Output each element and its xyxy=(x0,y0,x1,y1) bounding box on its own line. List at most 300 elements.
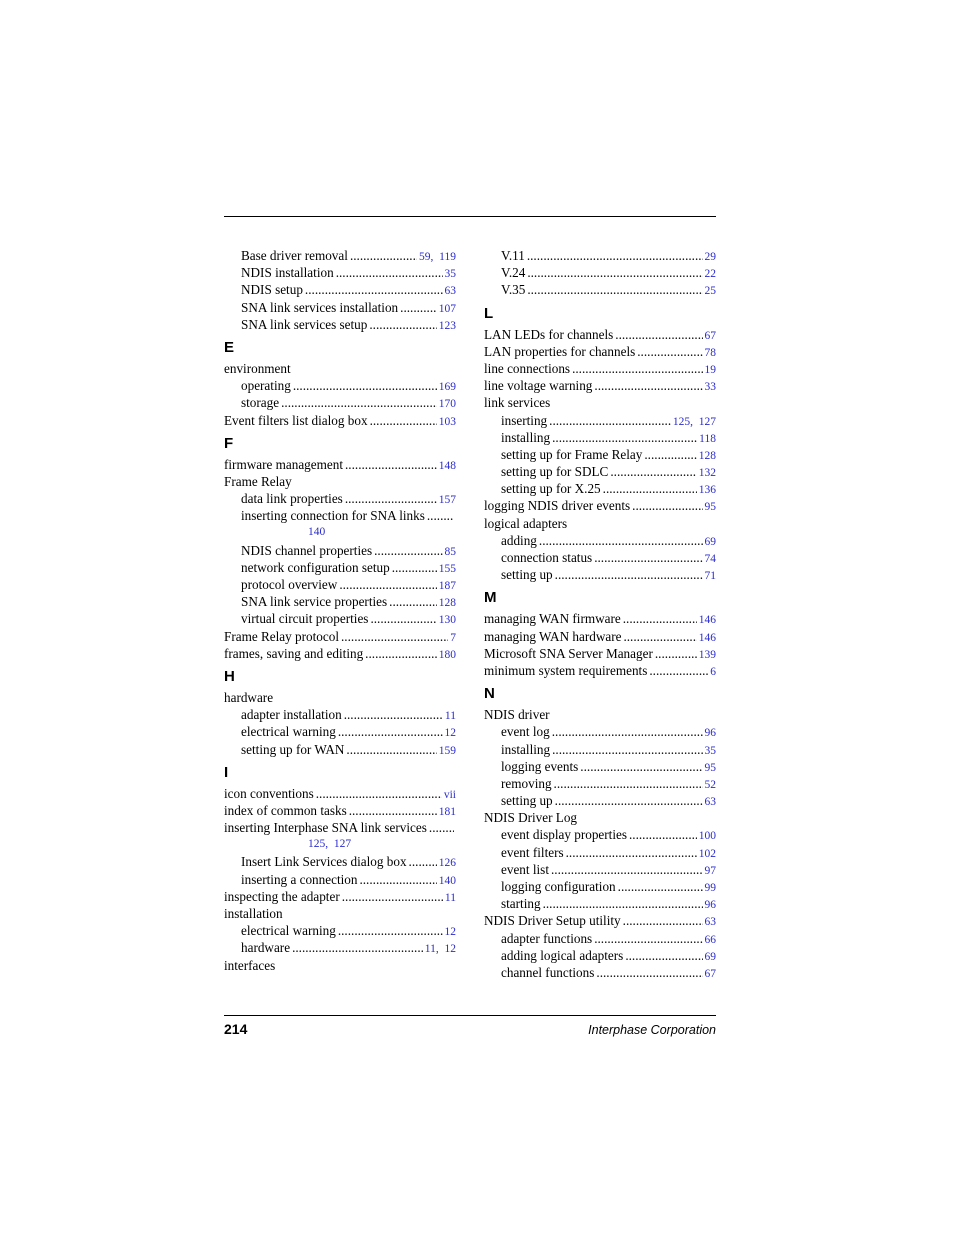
page-references xyxy=(439,743,456,760)
page-reference-link[interactable]: 136 xyxy=(698,484,716,497)
index-entry-label: inspecting the adapter xyxy=(224,888,340,904)
dot-leader xyxy=(594,549,702,566)
index-subentry xyxy=(224,377,456,394)
page-reference-link[interactable]: 52 xyxy=(704,778,716,791)
dot-leader xyxy=(594,377,702,394)
index-subentry xyxy=(224,610,456,627)
page-reference-link[interactable]: 69 xyxy=(704,535,716,548)
index-entry-label: setting up xyxy=(501,567,553,583)
index-entry-label: event log xyxy=(501,724,550,740)
page-reference-link[interactable]: 125 xyxy=(308,838,326,851)
index-entry xyxy=(224,360,456,377)
index-entry-label: icon conventions xyxy=(224,785,314,801)
page-reference-link[interactable]: vii xyxy=(443,788,456,801)
index-entry-label: index of common tasks xyxy=(224,802,347,818)
dot-leader xyxy=(344,706,443,723)
index-subentry xyxy=(484,264,716,281)
page-reference-link[interactable]: 169 xyxy=(438,381,456,394)
page-reference-link[interactable]: 96 xyxy=(704,727,716,740)
dot-leader xyxy=(637,343,702,360)
dot-leader xyxy=(549,412,671,429)
index-entry-label: network configuration setup xyxy=(241,559,390,575)
index-entry-label: Frame Relay protocol xyxy=(224,628,339,644)
page-reference-link[interactable]: 128 xyxy=(698,449,716,462)
index-subentry xyxy=(484,861,716,878)
index-entry-label: event display properties xyxy=(501,827,627,843)
index-letter-heading: H xyxy=(224,667,235,685)
index-entry-label: NDIS setup xyxy=(241,282,303,298)
page-reference-link[interactable]: 127 xyxy=(333,838,352,851)
index-entry-label: installation xyxy=(224,906,283,922)
index-entry-label: electrical warning xyxy=(241,923,336,939)
dot-leader xyxy=(292,939,423,956)
index-subentry xyxy=(484,792,716,809)
index-entry-label: event list xyxy=(501,861,549,877)
page-references: 59, 119 xyxy=(419,251,456,263)
dot-leader xyxy=(338,723,443,740)
index-entry-label: inserting connection for SNA links xyxy=(241,508,425,524)
index-letter-heading: F xyxy=(224,434,234,452)
index-subentry xyxy=(224,490,456,507)
dot-leader xyxy=(644,446,696,463)
page-reference-link[interactable]: 125 xyxy=(672,415,691,428)
dot-leader xyxy=(316,785,442,802)
page-reference-link[interactable]: 85 xyxy=(444,545,456,558)
page-reference-link[interactable]: 102 xyxy=(698,847,716,860)
index-entry-label: Frame Relay xyxy=(224,473,292,489)
index-entry xyxy=(484,809,716,826)
page-reference-link[interactable]: 180 xyxy=(438,648,456,661)
dot-leader xyxy=(615,326,702,343)
index-entry-label: setting up for SDLC xyxy=(501,464,609,480)
page-reference-link[interactable]: 19 xyxy=(704,363,716,376)
index-entry-label: NDIS Driver Log xyxy=(484,810,578,826)
page-reference-link[interactable]: 127 xyxy=(698,415,716,428)
index-entry-label: hardware xyxy=(241,940,291,956)
page-reference-link[interactable]: 95 xyxy=(704,761,716,774)
index-entry-label: SNA link services installation xyxy=(241,299,399,315)
dot-leader xyxy=(341,628,448,645)
dot-leader xyxy=(346,741,436,758)
dot-leader xyxy=(594,930,702,947)
index-entry-label: inserting a connection xyxy=(241,871,358,887)
page-reference-link[interactable]: 157 xyxy=(438,494,456,507)
index-entry xyxy=(484,343,716,360)
dot-leader xyxy=(552,723,703,740)
index-letter-heading: L xyxy=(484,304,494,322)
page-reference-link[interactable]: 35 xyxy=(444,268,456,281)
index-subentry xyxy=(484,758,716,775)
dot-leader xyxy=(369,316,436,333)
index-entry-label: virtual circuit properties xyxy=(241,611,369,627)
page-references: 125, 127 xyxy=(308,838,352,851)
index-subentry xyxy=(224,507,456,541)
index-entry-label: V.35 xyxy=(501,282,526,298)
index-subentry xyxy=(224,593,456,610)
index-subentry xyxy=(484,826,716,843)
page-references xyxy=(710,664,716,681)
index-entry xyxy=(484,377,716,394)
page-reference-link[interactable]: 66 xyxy=(704,933,716,946)
index-entry-label: LAN LEDs for channels xyxy=(484,326,614,342)
page-reference-link[interactable]: 170 xyxy=(438,398,456,411)
page-reference-link[interactable]: 130 xyxy=(438,614,456,627)
index-entry-label: managing WAN firmware xyxy=(484,611,621,627)
page-reference-link[interactable]: 146 xyxy=(698,614,716,627)
page-reference-link[interactable]: 123 xyxy=(438,319,456,332)
page-reference-link[interactable]: 67 xyxy=(704,967,716,980)
index-subentry xyxy=(224,247,456,264)
index-entry-label: setting up for X.25 xyxy=(501,481,601,497)
page-reference-link[interactable]: 128 xyxy=(438,597,456,610)
page-references xyxy=(439,318,456,335)
dot-leader xyxy=(555,792,703,809)
page-reference-link[interactable]: 103 xyxy=(438,415,456,428)
page-reference-link[interactable]: 12 xyxy=(444,943,456,956)
index-entry xyxy=(224,689,456,706)
index-entry xyxy=(484,610,716,627)
page-reference-link[interactable]: 7 xyxy=(450,631,456,644)
index-entry xyxy=(484,515,716,532)
dot-leader xyxy=(336,264,443,281)
dot-leader xyxy=(429,819,454,836)
header-rule xyxy=(224,216,716,217)
page-reference-link[interactable]: 59 xyxy=(419,251,431,263)
index-subentry xyxy=(484,281,716,298)
dot-leader xyxy=(555,566,703,583)
page-reference-link[interactable]: 187 xyxy=(438,580,456,593)
index-entry xyxy=(224,819,456,853)
index-subentry xyxy=(224,559,456,576)
index-entry xyxy=(224,412,456,429)
index-subentry xyxy=(484,463,716,480)
dot-leader xyxy=(539,532,703,549)
index-column-left xyxy=(224,247,456,974)
index-entry-label: event filters xyxy=(501,844,564,860)
index-column-right xyxy=(484,247,716,981)
index-subentry xyxy=(484,741,716,758)
dot-leader xyxy=(527,247,703,264)
index-subentry xyxy=(224,922,456,939)
index-subentry xyxy=(484,566,716,583)
index-letter-heading: E xyxy=(224,338,235,356)
dot-leader xyxy=(359,871,436,888)
dot-leader xyxy=(527,281,702,298)
page-reference-link[interactable]: 140 xyxy=(308,526,326,539)
index-entry-label: logging events xyxy=(501,758,579,774)
index-subentry xyxy=(484,480,716,497)
index-entry xyxy=(484,662,716,679)
page-references: 11, 12 xyxy=(424,943,456,956)
page-reference-link[interactable]: 100 xyxy=(698,830,716,843)
index-letter-heading: N xyxy=(484,685,495,703)
company-name: Interphase Corporation xyxy=(588,1023,716,1037)
index-entry-label: installing xyxy=(501,741,551,757)
index-entry-label: adding xyxy=(501,532,537,548)
dot-leader xyxy=(623,628,696,645)
index-entry-label: SNA link services setup xyxy=(241,316,368,332)
dot-leader xyxy=(632,497,702,514)
page-reference-link[interactable]: 69 xyxy=(704,950,716,963)
index-entry-label: adapter installation xyxy=(241,707,342,723)
dot-leader xyxy=(409,853,437,870)
page-reference-link[interactable]: 33 xyxy=(704,381,716,394)
page-reference-link[interactable]: 12 xyxy=(444,926,456,939)
page-references xyxy=(439,414,456,431)
page-reference-link[interactable]: 11 xyxy=(444,891,456,904)
index-entry xyxy=(484,645,716,662)
dot-leader xyxy=(552,741,702,758)
index-subentry xyxy=(224,264,456,281)
index-subentry xyxy=(224,939,456,956)
index-entry-label: operating xyxy=(241,378,291,394)
page-number: 214 xyxy=(224,1021,248,1037)
dot-leader xyxy=(392,559,437,576)
index-entry-label: managing WAN hardware xyxy=(484,628,622,644)
index-entry-label: inserting Interphase SNA link services xyxy=(224,820,427,836)
dot-leader xyxy=(293,377,437,394)
page-reference-link[interactable]: 97 xyxy=(704,864,716,877)
index-entry-label: logical adapters xyxy=(484,515,568,531)
page-reference-link[interactable]: 119 xyxy=(439,251,456,263)
dot-leader xyxy=(625,947,702,964)
dot-leader xyxy=(566,844,697,861)
index-entry-label: storage xyxy=(241,395,280,411)
index-letter-heading: I xyxy=(224,763,229,781)
page-reference-link[interactable]: 11 xyxy=(424,943,436,956)
index-subentry xyxy=(224,576,456,593)
index-entry-label: data link properties xyxy=(241,491,343,507)
page-references xyxy=(705,966,717,983)
index-entry-label: protocol overview xyxy=(241,577,338,593)
index-subentry xyxy=(224,741,456,758)
index-subentry xyxy=(224,853,456,870)
index-entry xyxy=(224,645,456,662)
dot-leader xyxy=(389,593,437,610)
index-entry xyxy=(484,497,716,514)
index-entry xyxy=(224,888,456,905)
page-reference-link[interactable]: 63 xyxy=(704,916,716,929)
index-entry-label: interfaces xyxy=(224,957,276,973)
dot-leader xyxy=(596,964,702,981)
index-subentry xyxy=(484,412,716,429)
index-entry-label: inserting xyxy=(501,412,548,428)
dot-leader xyxy=(649,662,708,679)
index-entry xyxy=(484,394,716,411)
index-entry-label: frames, saving and editing xyxy=(224,645,364,661)
page-reference-link[interactable]: 11 xyxy=(444,710,456,723)
page-reference-link[interactable]: 126 xyxy=(438,857,456,870)
index-subentry xyxy=(484,446,716,463)
index-entry-label: removing xyxy=(501,775,552,791)
page-reference-link[interactable]: 140 xyxy=(438,874,456,887)
index-subentry xyxy=(484,930,716,947)
index-subentry xyxy=(484,247,716,264)
index-entry-label: SNA link service properties xyxy=(241,594,388,610)
index-entry-label: installing xyxy=(501,429,551,445)
page-reference-link[interactable]: 146 xyxy=(698,631,716,644)
index-subentry xyxy=(484,964,716,981)
dot-leader xyxy=(400,299,437,316)
index-entry-label: NDIS channel properties xyxy=(241,542,373,558)
page-reference-link[interactable]: 78 xyxy=(704,346,716,359)
page-reference-link[interactable]: 181 xyxy=(438,805,456,818)
index-letter-heading: M xyxy=(484,589,497,607)
dot-leader xyxy=(338,922,443,939)
index-entry-label: setting up xyxy=(501,793,553,809)
dot-leader xyxy=(554,775,703,792)
index-subentry xyxy=(224,316,456,333)
dot-leader xyxy=(527,264,702,281)
index-subentry xyxy=(484,878,716,895)
index-entry-label: logging configuration xyxy=(501,879,616,894)
dot-leader xyxy=(374,542,442,559)
page-references xyxy=(308,524,325,541)
index-entry xyxy=(224,628,456,645)
dot-leader xyxy=(427,507,454,524)
index-entry xyxy=(484,912,716,929)
page-reference-link[interactable]: 63 xyxy=(704,796,716,809)
dot-leader xyxy=(572,360,702,377)
page-reference-link[interactable]: 95 xyxy=(704,501,716,514)
dot-leader xyxy=(655,645,697,662)
dot-leader xyxy=(551,861,703,878)
page-reference-link[interactable]: 29 xyxy=(704,251,716,263)
index-entry xyxy=(224,957,456,974)
dot-leader xyxy=(618,878,703,895)
index-entry xyxy=(224,905,456,922)
index-entry-label: Insert Link Services dialog box xyxy=(241,854,407,870)
dot-leader xyxy=(610,463,696,480)
index-subentry xyxy=(224,299,456,316)
page-reference-link[interactable]: 132 xyxy=(698,467,716,480)
index-entry-label: V.24 xyxy=(501,265,526,281)
index-entry xyxy=(484,360,716,377)
page-reference-link[interactable]: 148 xyxy=(438,459,456,472)
page-references: 125, 127 xyxy=(672,415,716,428)
index-entry-label: minimum system requirements xyxy=(484,662,648,678)
page-reference-link[interactable]: 67 xyxy=(704,329,716,342)
index-subentry xyxy=(224,542,456,559)
index-entry-label: adapter functions xyxy=(501,930,593,946)
index-entry-label: starting xyxy=(501,896,541,912)
page-reference-link[interactable]: 71 xyxy=(704,570,716,583)
page-reference-link[interactable]: 35 xyxy=(704,744,716,757)
index-entry-label: adding logical adapters xyxy=(501,947,624,963)
dot-leader xyxy=(345,456,437,473)
index-entry-label: connection status xyxy=(501,550,593,565)
page-reference-link[interactable]: 96 xyxy=(704,899,716,912)
dot-leader xyxy=(345,490,437,507)
dot-leader xyxy=(350,247,417,264)
page-reference-link[interactable]: 6 xyxy=(710,665,716,678)
page-reference-link[interactable]: 118 xyxy=(699,432,716,445)
page-reference-link[interactable]: 159 xyxy=(438,744,456,757)
index-entry xyxy=(224,785,456,802)
dot-leader xyxy=(623,610,697,627)
index-subentry xyxy=(484,429,716,446)
index-entry-label: line connections xyxy=(484,360,571,376)
page-references xyxy=(705,283,717,300)
page-reference-link[interactable]: 63 xyxy=(444,285,456,298)
index-subentry xyxy=(484,549,716,566)
index-subentry xyxy=(484,895,716,912)
index-subentry xyxy=(224,871,456,888)
index-entry-label: environment xyxy=(224,360,291,376)
dot-leader xyxy=(370,412,437,429)
index-entry xyxy=(484,326,716,343)
index-entry-label: hardware xyxy=(224,689,274,705)
index-entry xyxy=(224,802,456,819)
dot-leader xyxy=(603,480,697,497)
index-subentry xyxy=(224,281,456,298)
index-entry xyxy=(224,473,456,490)
index-entry-label: NDIS Driver Setup utility xyxy=(484,913,621,929)
index-subentry xyxy=(484,775,716,792)
page-reference-link[interactable]: 99 xyxy=(704,882,716,894)
index-entry-label: Base driver removal xyxy=(241,248,348,263)
index-subentry xyxy=(484,723,716,740)
page-reference-link[interactable]: 22 xyxy=(704,268,716,281)
index-subentry xyxy=(224,394,456,411)
index-entry-label: NDIS driver xyxy=(484,707,550,723)
page-reference-link[interactable]: 107 xyxy=(438,302,456,315)
dot-leader xyxy=(580,758,702,775)
index-entry-label: link services xyxy=(484,395,551,411)
dot-leader xyxy=(365,645,437,662)
index-entry-label: logging NDIS driver events xyxy=(484,498,631,514)
index-entry-label: channel functions xyxy=(501,964,595,980)
index-entry-label: electrical warning xyxy=(241,724,336,740)
index-entry xyxy=(224,456,456,473)
page-references xyxy=(705,568,717,585)
dot-leader xyxy=(339,576,436,593)
index-entry-label: Microsoft SNA Server Manager xyxy=(484,645,653,661)
index-subentry xyxy=(224,723,456,740)
page-reference-link[interactable]: 12 xyxy=(444,727,456,740)
index-entry xyxy=(484,628,716,645)
index-entry-label: LAN properties for channels xyxy=(484,343,636,359)
dot-leader xyxy=(305,281,443,298)
index-subentry xyxy=(484,947,716,964)
index-entry-label: firmware management xyxy=(224,456,343,472)
page-reference-link[interactable]: 25 xyxy=(704,285,716,298)
page-reference-link[interactable]: 155 xyxy=(438,562,456,575)
footer-rule xyxy=(224,1015,716,1016)
index-subentry xyxy=(224,706,456,723)
index-entry-label: V.11 xyxy=(501,248,525,263)
index-entry-label: NDIS installation xyxy=(241,265,334,281)
dot-leader xyxy=(342,888,443,905)
index-entry-label: setting up for WAN xyxy=(241,741,345,757)
index-subentry xyxy=(484,844,716,861)
dot-leader xyxy=(543,895,703,912)
dot-leader xyxy=(370,610,436,627)
dot-leader xyxy=(349,802,437,819)
index-entry xyxy=(484,706,716,723)
dot-leader xyxy=(623,912,703,929)
dot-leader xyxy=(281,394,437,411)
dot-leader xyxy=(552,429,697,446)
index-subentry xyxy=(484,532,716,549)
page-references xyxy=(439,647,456,664)
index-entry-label: setting up for Frame Relay xyxy=(501,446,643,462)
index-entry-label: line voltage warning xyxy=(484,378,593,394)
page-reference-link[interactable]: 139 xyxy=(698,648,716,661)
index-entry-label: Event filters list dialog box xyxy=(224,412,368,428)
page-reference-link[interactable]: 74 xyxy=(704,553,716,565)
dot-leader xyxy=(629,826,697,843)
